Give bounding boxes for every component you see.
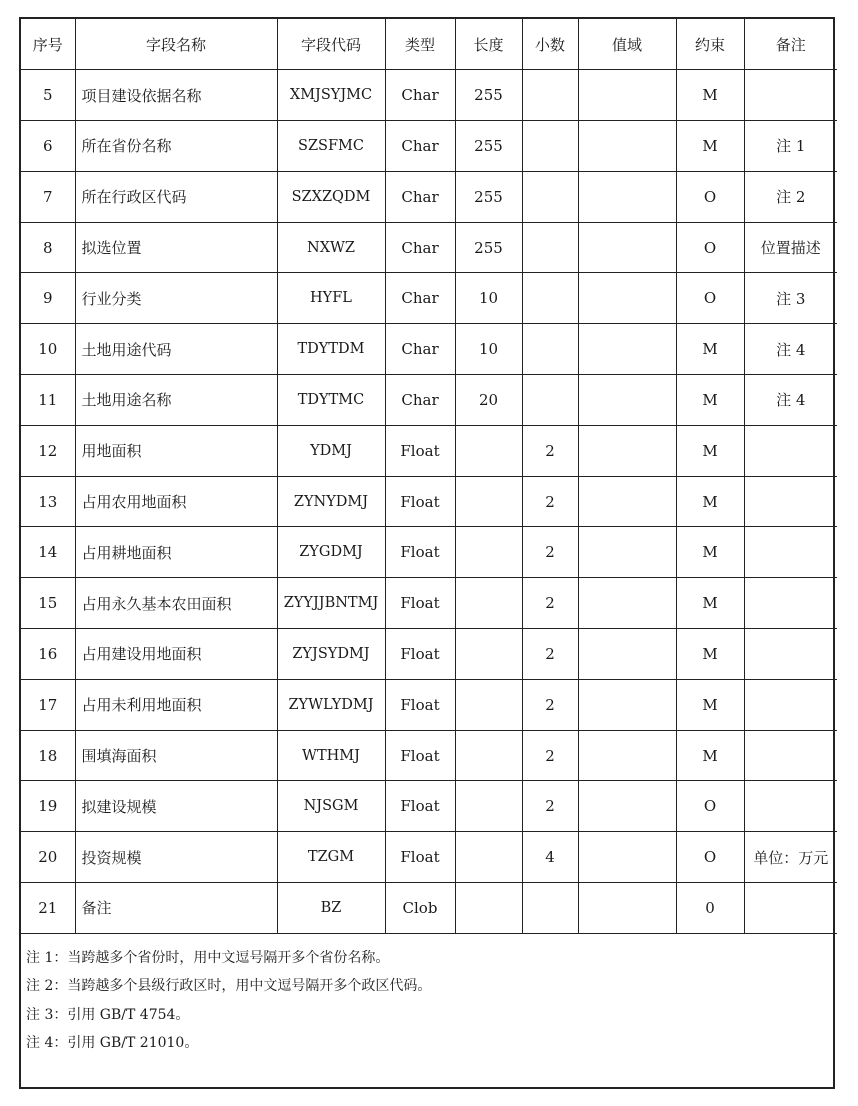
note-line: 注 4：引用 GB/T 21010。 xyxy=(26,1035,199,1052)
cell-constraint: M xyxy=(676,527,744,578)
cell-type: Char xyxy=(385,273,455,324)
cell-no: 6 xyxy=(21,121,75,172)
table-notes xyxy=(21,934,833,1058)
cell-constraint: M xyxy=(676,375,744,426)
table-row xyxy=(21,476,837,527)
table-row xyxy=(21,70,837,121)
cell-remark: 注 2 xyxy=(744,171,837,222)
cell-no: 9 xyxy=(21,273,75,324)
header-length: 长度 xyxy=(455,19,522,70)
cell-type: Float xyxy=(385,730,455,781)
cell-decimal: 2 xyxy=(522,476,578,527)
cell-length: 255 xyxy=(455,70,522,121)
table-row xyxy=(21,832,837,883)
cell-length: 20 xyxy=(455,375,522,426)
header-decimal: 小数 xyxy=(522,19,578,70)
cell-no: 8 xyxy=(21,222,75,273)
cell-field-code: ZYGDMJ xyxy=(277,527,385,578)
cell-no: 7 xyxy=(21,171,75,222)
header-type: 类型 xyxy=(385,19,455,70)
cell-length xyxy=(455,527,522,578)
cell-remark xyxy=(744,781,837,832)
cell-length: 255 xyxy=(455,121,522,172)
table-row xyxy=(21,375,837,426)
cell-value-range xyxy=(578,171,676,222)
header-constraint: 约束 xyxy=(676,19,744,70)
cell-constraint: M xyxy=(676,629,744,680)
table-row xyxy=(21,222,837,273)
table-row xyxy=(21,425,837,476)
cell-decimal: 4 xyxy=(522,832,578,883)
cell-field-code: ZYYJJBNTMJ xyxy=(277,578,385,629)
cell-value-range xyxy=(578,273,676,324)
cell-no: 5 xyxy=(21,70,75,121)
cell-constraint: O xyxy=(676,781,744,832)
cell-field-name: 拟建设规模 xyxy=(75,781,277,832)
cell-no: 19 xyxy=(21,781,75,832)
cell-value-range xyxy=(578,70,676,121)
cell-value-range xyxy=(578,883,676,934)
cell-value-range xyxy=(578,679,676,730)
cell-remark xyxy=(744,883,837,934)
cell-field-code: XMJSYJMC xyxy=(277,70,385,121)
table-row xyxy=(21,578,837,629)
cell-field-name: 占用永久基本农田面积 xyxy=(75,578,277,629)
cell-field-name: 土地用途名称 xyxy=(75,375,277,426)
cell-value-range xyxy=(578,578,676,629)
cell-field-code: NJSGM xyxy=(277,781,385,832)
cell-type: Char xyxy=(385,324,455,375)
cell-field-name: 投资规模 xyxy=(75,832,277,883)
cell-value-range xyxy=(578,121,676,172)
cell-field-code: ZYWLYDMJ xyxy=(277,679,385,730)
cell-constraint: M xyxy=(676,476,744,527)
cell-constraint: M xyxy=(676,679,744,730)
note-line: 注 3：引用 GB/T 4754。 xyxy=(26,1006,190,1023)
table-row xyxy=(21,324,837,375)
cell-constraint: M xyxy=(676,730,744,781)
cell-type: Char xyxy=(385,171,455,222)
cell-type: Float xyxy=(385,578,455,629)
header-field-name: 字段名称 xyxy=(75,19,277,70)
cell-type: Char xyxy=(385,121,455,172)
cell-constraint: O xyxy=(676,222,744,273)
table-row xyxy=(21,629,837,680)
cell-constraint: M xyxy=(676,578,744,629)
cell-field-name: 占用未利用地面积 xyxy=(75,679,277,730)
cell-remark xyxy=(744,730,837,781)
cell-no: 10 xyxy=(21,324,75,375)
table-row xyxy=(21,781,837,832)
cell-constraint: O xyxy=(676,832,744,883)
table-row xyxy=(21,679,837,730)
cell-type: Float xyxy=(385,832,455,883)
cell-no: 11 xyxy=(21,375,75,426)
cell-type: Float xyxy=(385,476,455,527)
cell-constraint: M xyxy=(676,324,744,375)
cell-field-name: 围填海面积 xyxy=(75,730,277,781)
cell-decimal: 2 xyxy=(522,578,578,629)
header-value-range: 值域 xyxy=(578,19,676,70)
cell-decimal: 2 xyxy=(522,781,578,832)
cell-type: Clob xyxy=(385,883,455,934)
cell-decimal: 2 xyxy=(522,425,578,476)
cell-field-name: 项目建设依据名称 xyxy=(75,70,277,121)
cell-type: Char xyxy=(385,375,455,426)
cell-field-name: 备注 xyxy=(75,883,277,934)
cell-length: 255 xyxy=(455,222,522,273)
cell-constraint: M xyxy=(676,70,744,121)
header-no: 序号 xyxy=(21,19,75,70)
cell-type: Char xyxy=(385,222,455,273)
cell-value-range xyxy=(578,527,676,578)
cell-field-code: SZXZQDM xyxy=(277,171,385,222)
table-row xyxy=(21,527,837,578)
cell-type: Float xyxy=(385,425,455,476)
cell-value-range xyxy=(578,832,676,883)
cell-no: 14 xyxy=(21,527,75,578)
cell-field-name: 用地面积 xyxy=(75,425,277,476)
cell-value-range xyxy=(578,476,676,527)
cell-type: Float xyxy=(385,679,455,730)
cell-field-code: SZSFMC xyxy=(277,121,385,172)
cell-no: 13 xyxy=(21,476,75,527)
cell-no: 16 xyxy=(21,629,75,680)
table-row xyxy=(21,171,837,222)
table-row xyxy=(21,121,837,172)
cell-field-code: YDMJ xyxy=(277,425,385,476)
cell-length xyxy=(455,629,522,680)
cell-decimal xyxy=(522,375,578,426)
cell-remark xyxy=(744,629,837,680)
cell-length xyxy=(455,425,522,476)
cell-decimal xyxy=(522,883,578,934)
cell-field-code: TDYTDM xyxy=(277,324,385,375)
cell-field-name: 所在行政区代码 xyxy=(75,171,277,222)
cell-constraint: M xyxy=(676,121,744,172)
cell-length xyxy=(455,679,522,730)
cell-value-range xyxy=(578,324,676,375)
cell-field-code: NXWZ xyxy=(277,222,385,273)
header-remark: 备注 xyxy=(744,19,837,70)
table-header-row xyxy=(21,19,837,70)
cell-decimal: 2 xyxy=(522,527,578,578)
cell-type: Float xyxy=(385,527,455,578)
cell-remark xyxy=(744,578,837,629)
cell-type: Float xyxy=(385,781,455,832)
cell-remark: 注 4 xyxy=(744,324,837,375)
table-row xyxy=(21,883,837,934)
cell-no: 18 xyxy=(21,730,75,781)
cell-constraint: M xyxy=(676,425,744,476)
table-row xyxy=(21,273,837,324)
cell-constraint: O xyxy=(676,273,744,324)
cell-field-name: 所在省份名称 xyxy=(75,121,277,172)
table-row xyxy=(21,730,837,781)
note-line: 注 2：当跨越多个县级行政区时，用中文逗号隔开多个政区代码。 xyxy=(26,978,432,995)
cell-no: 17 xyxy=(21,679,75,730)
cell-remark: 注 1 xyxy=(744,121,837,172)
cell-length xyxy=(455,578,522,629)
cell-length: 10 xyxy=(455,324,522,375)
cell-field-code: TZGM xyxy=(277,832,385,883)
header-field-code: 字段代码 xyxy=(277,19,385,70)
cell-remark xyxy=(744,679,837,730)
cell-field-name: 拟选位置 xyxy=(75,222,277,273)
cell-remark xyxy=(744,70,837,121)
cell-field-code: HYFL xyxy=(277,273,385,324)
cell-decimal xyxy=(522,70,578,121)
cell-length: 255 xyxy=(455,171,522,222)
cell-no: 21 xyxy=(21,883,75,934)
cell-type: Float xyxy=(385,629,455,680)
cell-remark: 注 4 xyxy=(744,375,837,426)
cell-value-range xyxy=(578,375,676,426)
field-definition-table xyxy=(21,19,837,934)
cell-field-code: ZYNYDMJ xyxy=(277,476,385,527)
cell-value-range xyxy=(578,730,676,781)
cell-field-code: BZ xyxy=(277,883,385,934)
cell-length xyxy=(455,730,522,781)
cell-remark xyxy=(744,476,837,527)
cell-value-range xyxy=(578,425,676,476)
cell-remark: 位置描述 xyxy=(744,222,837,273)
cell-length xyxy=(455,476,522,527)
cell-value-range xyxy=(578,781,676,832)
cell-decimal xyxy=(522,324,578,375)
cell-decimal: 2 xyxy=(522,629,578,680)
cell-constraint: 0 xyxy=(676,883,744,934)
cell-field-name: 土地用途代码 xyxy=(75,324,277,375)
cell-decimal: 2 xyxy=(522,730,578,781)
cell-decimal: 2 xyxy=(522,679,578,730)
field-definition-sheet xyxy=(19,17,835,1089)
cell-remark: 单位：万元 xyxy=(744,832,837,883)
cell-decimal xyxy=(522,222,578,273)
cell-decimal xyxy=(522,273,578,324)
cell-value-range xyxy=(578,629,676,680)
cell-length xyxy=(455,781,522,832)
cell-field-code: ZYJSYDMJ xyxy=(277,629,385,680)
cell-decimal xyxy=(522,171,578,222)
cell-no: 20 xyxy=(21,832,75,883)
cell-length xyxy=(455,883,522,934)
cell-remark xyxy=(744,527,837,578)
cell-field-name: 占用农用地面积 xyxy=(75,476,277,527)
cell-constraint: O xyxy=(676,171,744,222)
cell-field-name: 行业分类 xyxy=(75,273,277,324)
cell-length xyxy=(455,832,522,883)
cell-field-name: 占用建设用地面积 xyxy=(75,629,277,680)
note-line: 注 1：当跨越多个省份时，用中文逗号隔开多个省份名称。 xyxy=(26,949,390,966)
cell-no: 15 xyxy=(21,578,75,629)
cell-no: 12 xyxy=(21,425,75,476)
cell-field-code: WTHMJ xyxy=(277,730,385,781)
cell-remark xyxy=(744,425,837,476)
cell-field-name: 占用耕地面积 xyxy=(75,527,277,578)
table-body xyxy=(21,70,837,934)
cell-remark: 注 3 xyxy=(744,273,837,324)
cell-type: Char xyxy=(385,70,455,121)
cell-length: 10 xyxy=(455,273,522,324)
cell-value-range xyxy=(578,222,676,273)
cell-field-code: TDYTMC xyxy=(277,375,385,426)
cell-decimal xyxy=(522,121,578,172)
